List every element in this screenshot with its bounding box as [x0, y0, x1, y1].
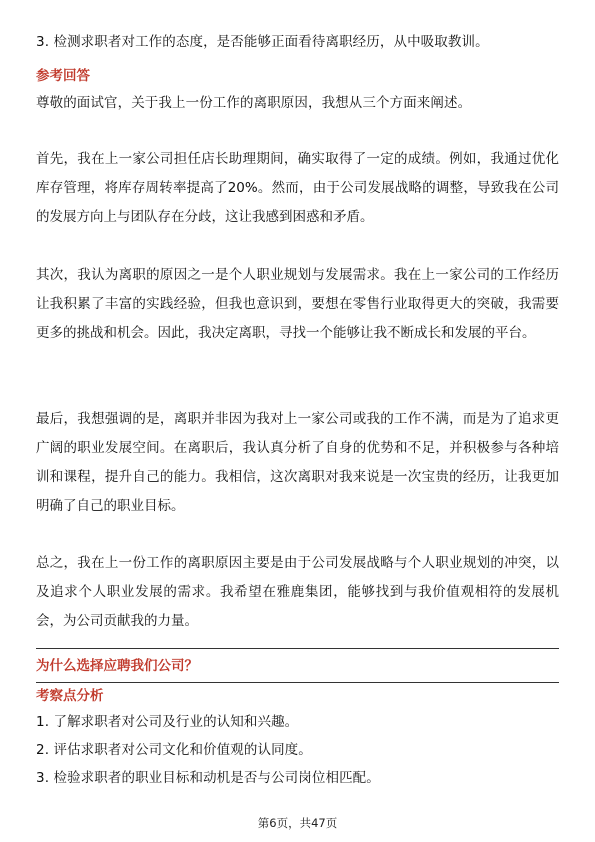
section-divider-top	[36, 648, 559, 649]
answer-paragraph-3: 最后，我想强调的是，离职并非因为我对上一家公司或我的工作不满，而是为了追求更广阔的职业发展空间。在离职后，我认真分析了自身的优势和不足，并积极参与各种培训和课程，提升自己的能力。我相信，这次离职对我来说是一次宝贵的经历，让我更加明确了自己的职业目标。	[36, 411, 559, 514]
document-page	[36, 0, 559, 842]
analysis-item-2: 2. 评估求职者对公司文化和价值观的认同度。	[36, 742, 312, 758]
answer-paragraph-1: 首先，我在上一家公司担任店长助理期间，确实取得了一定的成绩。例如，我通过优化库存管理，将库存周转率提高了20%。然而，由于公司发展战略的调整，导致我在公司的发展方向上与团队存在分歧，这让我感到困惑和矛盾。	[36, 151, 559, 225]
answer-paragraph-4: 总之，我在上一份工作的离职原因主要是由于公司发展战略与个人职业规划的冲突，以及追求个人职业发展的需求。我希望在雅鹿集团，能够找到与我价值观相符的发展机会，为公司贡献我的力量。	[36, 555, 559, 629]
question-heading: 为什么选择应聘我们公司？	[36, 658, 198, 674]
answer-opening: 尊敬的面试官，关于我上一份工作的离职原因，我想从三个方面来阐述。	[36, 95, 472, 111]
analysis-item-3: 3. 检验求职者的职业目标和动机是否与公司岗位相匹配。	[36, 770, 380, 786]
answer-paragraph-2: 其次，我认为离职的原因之一是个人职业规划与发展需求。我在上一家公司的工作经历让我积累了丰富的实践经验，但我也意识到，要想在零售行业取得更大的突破，我需要更多的挑战和机会。因此，我决定离职，寻找一个能够让我不断成长和发展的平台。	[36, 267, 559, 341]
page-footer: 第6页，共47页	[257, 816, 338, 830]
answer-heading: 参考回答	[36, 68, 90, 84]
section-divider-bottom	[36, 682, 559, 683]
intro-item-3: 3. 检测求职者对工作的态度，是否能够正面看待离职经历，从中吸取教训。	[36, 34, 489, 50]
analysis-heading: 考察点分析	[36, 688, 104, 704]
analysis-item-1: 1. 了解求职者对公司及行业的认知和兴趣。	[36, 714, 299, 730]
